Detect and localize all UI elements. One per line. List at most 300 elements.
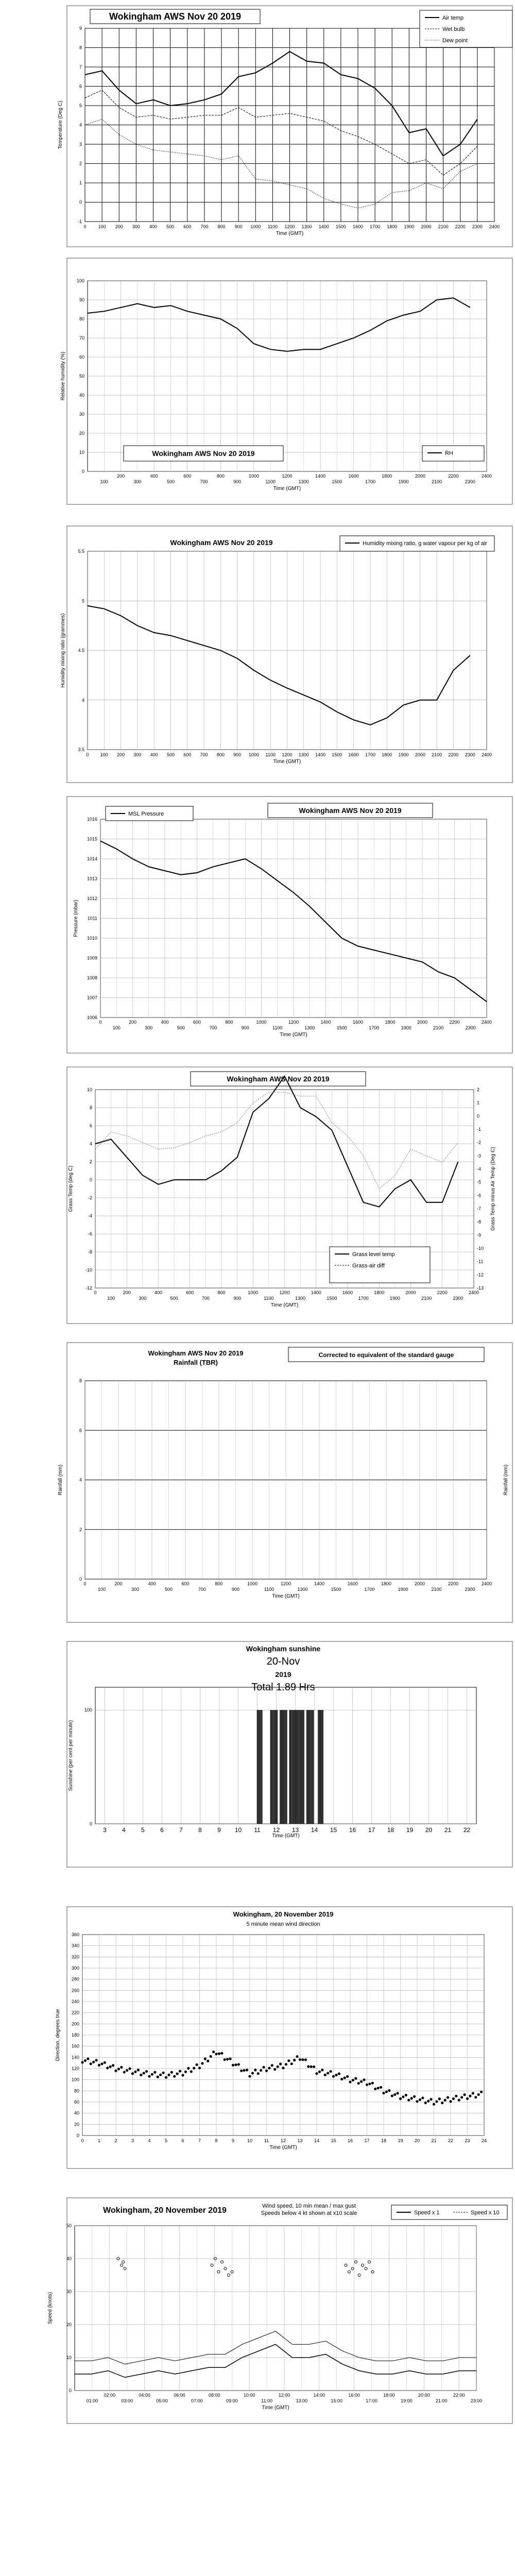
x-tick-label: 21 xyxy=(431,2138,437,2143)
x-tick-label: 1200 xyxy=(282,473,293,479)
x-axis-label: Time (GMT) xyxy=(269,2145,297,2150)
wind-direction-point xyxy=(469,2095,471,2097)
wind-direction-point xyxy=(304,2058,307,2061)
x-tick-label: 700 xyxy=(201,1296,210,1301)
x-tick-label: 21:00 xyxy=(435,2398,448,2403)
x-tick-label: 1400 xyxy=(315,752,326,757)
y-right-tick-label: -13 xyxy=(477,1285,484,1291)
y-tick-label: 3.5 xyxy=(78,747,84,752)
wind-direction-point xyxy=(114,2070,117,2072)
y-tick-label: 2 xyxy=(89,1159,92,1164)
x-tick-label: 2000 xyxy=(415,752,425,757)
y-tick-label: 9 xyxy=(79,26,82,31)
y-axis-label: Speed (knots) xyxy=(47,2292,53,2325)
y-tick-label: 300 xyxy=(71,1965,79,1971)
wind-direction-point xyxy=(315,2072,318,2075)
legend-entry: RH xyxy=(445,450,453,456)
x-tick-label: 600 xyxy=(193,1020,201,1025)
x-tick-label: 500 xyxy=(166,479,175,484)
y-tick-label: 20 xyxy=(66,2322,72,2327)
y-tick-label: 4 xyxy=(89,1141,92,1146)
x-tick-label: 100 xyxy=(97,1587,106,1592)
x-tick-label: 1000 xyxy=(248,1290,259,1295)
y-tick-label: 320 xyxy=(71,1954,79,1960)
wind-direction-point xyxy=(466,2097,469,2100)
x-tick-label: 19:00 xyxy=(401,2398,413,2403)
wind-direction-point xyxy=(388,2089,390,2092)
x-tick-label: 100 xyxy=(112,1025,121,1030)
chart-title: Wokingham, 20 November 2019 xyxy=(103,2206,227,2215)
wind-direction-point xyxy=(363,2078,365,2081)
chart-title: Wokingham sunshine xyxy=(246,1645,321,1653)
chart-title: Wokingham AWS Nov 20 2019 xyxy=(227,1075,330,1083)
x-tick-label: 1300 xyxy=(301,224,312,229)
wind-direction-point xyxy=(243,2069,246,2072)
wind-direction-point xyxy=(393,2093,396,2096)
x-tick-label: 11 xyxy=(254,1826,261,1834)
x-tick-label: 2200 xyxy=(448,1581,459,1586)
chart-panel-9 xyxy=(0,2197,515,2424)
x-tick-label: 1000 xyxy=(256,1020,267,1025)
y-tick-label: 0 xyxy=(79,199,82,205)
y-right-tick-label: -6 xyxy=(477,1193,482,1198)
wind-direction-point xyxy=(371,2082,374,2084)
wind-direction-point xyxy=(98,2064,100,2066)
x-tick-label: 300 xyxy=(139,1296,147,1301)
y-axis-right-label: Grass Temp minus Air Temp (Deg C) xyxy=(490,1147,496,1231)
x-tick-label: 1500 xyxy=(332,479,342,484)
x-tick-label: 1800 xyxy=(387,224,398,229)
x-tick-label: 13:00 xyxy=(296,2398,308,2403)
x-tick-label: 1600 xyxy=(348,752,359,757)
wind-direction-point xyxy=(290,2062,293,2065)
chart-7 xyxy=(0,1641,515,1868)
x-tick-label: 500 xyxy=(166,224,175,229)
chart-title: Wokingham AWS Nov 20 2019 xyxy=(148,1349,244,1357)
x-tick-label: 2000 xyxy=(417,1020,428,1025)
wind-direction-point xyxy=(148,2075,150,2078)
wind-direction-point xyxy=(430,2098,432,2100)
chart-5 xyxy=(0,1066,515,1324)
wind-direction-point xyxy=(84,2059,87,2062)
wind-direction-point xyxy=(173,2075,176,2078)
x-tick-label: 2 xyxy=(114,2138,117,2143)
wind-direction-point xyxy=(287,2059,290,2062)
x-tick-label: 23 xyxy=(465,2138,470,2143)
x-tick-label: 1100 xyxy=(264,1296,274,1301)
wind-direction-point xyxy=(159,2074,162,2076)
x-axis-label: Time (GMT) xyxy=(273,759,301,765)
wind-direction-point xyxy=(285,2063,287,2065)
x-tick-label: 1900 xyxy=(398,1587,408,1592)
wind-direction-point xyxy=(123,2071,126,2073)
x-tick-label: 6 xyxy=(181,2138,184,2143)
x-tick-label: 200 xyxy=(115,224,123,229)
wind-direction-point xyxy=(254,2069,256,2071)
wind-direction-point xyxy=(410,2097,413,2099)
wind-direction-point xyxy=(179,2070,181,2072)
x-tick-label: 800 xyxy=(225,1020,233,1025)
x-tick-label: 2100 xyxy=(438,224,449,229)
x-tick-label: 1100 xyxy=(267,224,278,229)
y-tick-label: -8 xyxy=(88,1249,92,1255)
x-tick-label: 2300 xyxy=(465,752,475,757)
y-tick-label: 80 xyxy=(74,2088,79,2094)
chart-8 xyxy=(0,1906,515,2169)
x-tick-label: 400 xyxy=(154,1290,163,1295)
chart-panel-3 xyxy=(0,526,515,783)
wind-direction-point xyxy=(318,2071,321,2073)
wind-direction-point xyxy=(402,2095,404,2098)
x-tick-label: 12 xyxy=(272,1826,280,1834)
x-tick-label: 2200 xyxy=(455,224,466,229)
y-tick-label: 1006 xyxy=(87,1015,97,1020)
chart-1 xyxy=(0,5,515,247)
chart-6 xyxy=(0,1342,515,1623)
wind-direction-point xyxy=(106,2066,109,2069)
wind-direction-point xyxy=(165,2076,167,2079)
wind-direction-point xyxy=(360,2080,363,2083)
y-right-tick-label: -8 xyxy=(477,1219,482,1225)
x-tick-label: 16 xyxy=(347,2138,353,2143)
legend-entry: Dew point xyxy=(442,38,468,44)
wind-direction-point xyxy=(399,2097,402,2100)
x-tick-label: 1400 xyxy=(311,1290,321,1295)
x-tick-label: 1400 xyxy=(315,473,326,479)
x-tick-label: 2000 xyxy=(414,1581,425,1586)
wind-direction-point xyxy=(126,2069,128,2072)
chart-panel-4 xyxy=(0,796,515,1054)
x-tick-label: 21 xyxy=(444,1826,452,1834)
x-tick-label: 2400 xyxy=(481,752,492,757)
wind-direction-point xyxy=(307,2065,310,2068)
y-tick-label: 0 xyxy=(79,1577,82,1582)
wind-direction-point xyxy=(210,2055,212,2058)
x-tick-label: 18:00 xyxy=(383,2393,395,2398)
y-tick-label: 8 xyxy=(79,1378,82,1383)
x-tick-label: 17 xyxy=(368,1826,375,1834)
x-tick-label: 5 xyxy=(141,1826,145,1834)
y-tick-label: 30 xyxy=(79,412,84,417)
y-tick-label: 0 xyxy=(89,1177,92,1182)
x-axis-label: Time (GMT) xyxy=(270,1302,299,1308)
x-tick-label: 300 xyxy=(131,1587,140,1592)
chart-subtitle-2: Speeds below 4 kt shown at x10 scale xyxy=(261,2210,357,2216)
y-tick-label: 60 xyxy=(79,354,84,360)
x-tick-label: 0 xyxy=(94,1290,97,1295)
y-right-tick-label: -7 xyxy=(477,1206,482,1211)
y-tick-label: 2 xyxy=(79,161,82,166)
wind-direction-point xyxy=(104,2061,106,2064)
y-tick-label: 90 xyxy=(79,297,84,302)
x-tick-label: 15 xyxy=(331,2138,336,2143)
wind-direction-point xyxy=(128,2067,131,2070)
x-tick-label: 200 xyxy=(128,1020,137,1025)
y-tick-label: 10 xyxy=(66,2355,72,2360)
wind-direction-point xyxy=(257,2072,260,2075)
wind-direction-point xyxy=(81,2061,83,2063)
y-tick-label: 280 xyxy=(71,1976,79,1982)
wind-direction-point xyxy=(224,2058,226,2061)
x-tick-label: 7 xyxy=(179,1826,183,1834)
wind-direction-point xyxy=(313,2065,315,2068)
x-tick-label: 1500 xyxy=(335,224,346,229)
wind-direction-point xyxy=(421,2096,424,2099)
x-tick-label: 400 xyxy=(150,752,158,757)
y-tick-label: 100 xyxy=(71,2077,79,2082)
x-tick-label: 2300 xyxy=(465,479,475,484)
y-tick-label: 200 xyxy=(71,2021,79,2027)
x-tick-label: 14 xyxy=(314,2138,320,2143)
x-tick-label: 9 xyxy=(231,2138,235,2143)
x-tick-label: 17 xyxy=(364,2138,370,2143)
wind-direction-point xyxy=(354,2077,357,2080)
y-axis-label: Pressure (mbar) xyxy=(73,900,79,937)
x-tick-label: 1000 xyxy=(248,473,259,479)
wind-direction-point xyxy=(262,2066,265,2069)
wind-direction-point xyxy=(463,2093,466,2096)
wind-direction-point xyxy=(207,2060,209,2062)
chart-title: Wokingham AWS Nov 20 2019 xyxy=(152,449,255,457)
y-tick-label: 10 xyxy=(87,1087,92,1092)
wind-direction-point xyxy=(237,2063,240,2065)
y-right-tick-label: -12 xyxy=(477,1272,484,1278)
wind-direction-point xyxy=(212,2050,215,2053)
wind-direction-point xyxy=(447,2096,449,2099)
x-tick-label: 1600 xyxy=(342,1290,353,1295)
x-tick-label: 4 xyxy=(122,1826,126,1834)
wind-direction-point xyxy=(332,2075,335,2078)
x-tick-label: 600 xyxy=(183,752,192,757)
x-tick-label: 1200 xyxy=(282,752,293,757)
y-axis-label: Grass Temp (deg C) xyxy=(68,1165,74,1212)
x-tick-label: 5 xyxy=(164,2138,168,2143)
x-tick-label: 600 xyxy=(183,473,192,479)
x-tick-label: 800 xyxy=(216,473,225,479)
wind-direction-point xyxy=(368,2082,371,2085)
x-tick-label: 400 xyxy=(149,224,158,229)
y-right-tick-label: -11 xyxy=(477,1259,484,1264)
wind-direction-point xyxy=(271,2064,273,2066)
x-tick-label: 600 xyxy=(181,1581,190,1586)
wind-direction-point xyxy=(344,2076,346,2079)
wind-direction-point xyxy=(201,2062,203,2064)
y-tick-label: 1012 xyxy=(87,896,97,901)
x-tick-label: 1000 xyxy=(248,752,259,757)
y-tick-label: 6 xyxy=(79,83,82,89)
x-tick-label: 200 xyxy=(117,473,125,479)
wind-direction-point xyxy=(220,2052,223,2055)
y-right-tick-label: 2 xyxy=(477,1087,480,1092)
x-tick-label: 1400 xyxy=(314,1581,325,1586)
legend-entry: Grass-air diff xyxy=(352,1263,385,1269)
legend-entry: Grass level temp xyxy=(352,1251,395,1258)
chart-subtitle: 20-Nov xyxy=(266,1656,300,1667)
y-tick-label: 0 xyxy=(81,469,84,474)
x-tick-label: 1600 xyxy=(348,473,359,479)
y-tick-label: 0 xyxy=(89,1821,92,1826)
y-tick-label: 30 xyxy=(66,2289,72,2294)
x-tick-label: 1300 xyxy=(295,1296,306,1301)
wind-direction-point xyxy=(282,2066,284,2069)
x-tick-label: 09:00 xyxy=(226,2398,238,2403)
wind-direction-point xyxy=(452,2097,455,2100)
wind-direction-point xyxy=(419,2098,421,2101)
y-tick-label: 120 xyxy=(71,2066,79,2071)
y-tick-label: 4 xyxy=(79,1477,82,1483)
y-tick-label: -1 xyxy=(77,219,82,224)
x-tick-label: 900 xyxy=(241,1025,249,1030)
x-tick-label: 200 xyxy=(114,1581,123,1586)
x-tick-label: 2200 xyxy=(437,1290,448,1295)
wind-direction-point xyxy=(299,2058,301,2061)
wind-direction-point xyxy=(157,2076,159,2078)
x-tick-label: 100 xyxy=(100,752,108,757)
y-axis-label: Rainfall (mm) xyxy=(58,1464,63,1496)
y-tick-label: 4 xyxy=(79,122,82,128)
x-tick-label: 13 xyxy=(291,1826,299,1834)
x-tick-label: 1700 xyxy=(364,1587,375,1592)
wind-direction-point xyxy=(352,2079,354,2081)
y-tick-label: 6 xyxy=(79,1428,82,1433)
y-tick-label: 3 xyxy=(79,142,82,147)
x-tick-label: 04:00 xyxy=(139,2393,150,2398)
chart-note: Corrected to equivalent of the standard gauge xyxy=(318,1351,454,1359)
y-tick-label: 180 xyxy=(71,2032,79,2038)
y-tick-label: 20 xyxy=(74,2122,79,2127)
wind-direction-point xyxy=(87,2058,89,2060)
wind-direction-point xyxy=(240,2070,243,2072)
y-tick-label: 1014 xyxy=(87,856,97,861)
x-tick-label: 1900 xyxy=(389,1296,400,1301)
wind-direction-point xyxy=(265,2070,268,2072)
x-tick-label: 03:00 xyxy=(121,2398,133,2403)
x-tick-label: 9 xyxy=(217,1826,221,1834)
y-axis-label: Relative humidity (%) xyxy=(60,351,66,401)
y-right-tick-label: -9 xyxy=(477,1232,482,1238)
y-tick-label: 8 xyxy=(89,1105,92,1110)
y-tick-label: 100 xyxy=(76,278,84,283)
y-tick-label: 1016 xyxy=(87,817,97,822)
wind-direction-point xyxy=(145,2070,148,2073)
x-axis-label: Time (GMT) xyxy=(273,486,301,492)
wind-direction-point xyxy=(357,2082,360,2084)
wind-direction-point xyxy=(273,2068,276,2071)
wind-direction-point xyxy=(117,2067,120,2070)
x-tick-label: 400 xyxy=(161,1020,169,1025)
x-tick-label: 6 xyxy=(160,1826,164,1834)
wind-direction-point xyxy=(131,2072,134,2075)
x-tick-label: 20:00 xyxy=(418,2393,430,2398)
x-tick-label: 900 xyxy=(234,224,243,229)
wind-direction-point xyxy=(92,2061,95,2063)
x-tick-label: 2400 xyxy=(481,1581,492,1586)
legend-entry: Humidity mixing ratio, g water vapour per kg of air xyxy=(363,540,488,547)
wind-direction-point xyxy=(176,2073,179,2075)
x-tick-label: 1300 xyxy=(297,1587,308,1592)
x-tick-label: 18 xyxy=(381,2138,387,2143)
chart-title: Wokingham AWS Nov 20 2019 xyxy=(170,538,273,547)
x-axis-label: Time (GMT) xyxy=(272,1594,300,1599)
x-tick-label: 1900 xyxy=(398,752,409,757)
wind-direction-point xyxy=(441,2102,443,2104)
x-tick-label: 700 xyxy=(200,479,208,484)
x-tick-label: 08:00 xyxy=(209,2393,220,2398)
x-tick-label: 2400 xyxy=(481,1020,492,1025)
y-tick-label: 140 xyxy=(71,2055,79,2060)
wind-direction-point xyxy=(296,2055,298,2058)
x-tick-label: 2100 xyxy=(431,1587,442,1592)
wind-direction-point xyxy=(380,2086,382,2089)
wind-direction-point xyxy=(413,2095,416,2098)
y-right-tick-label: -10 xyxy=(477,1246,484,1251)
x-tick-label: 1800 xyxy=(382,473,392,479)
chart-year: 2019 xyxy=(275,1670,291,1679)
wind-direction-point xyxy=(170,2071,173,2074)
wind-direction-point xyxy=(477,2093,480,2096)
x-tick-label: 3 xyxy=(131,2138,134,2143)
x-tick-label: 1800 xyxy=(385,1020,396,1025)
x-tick-label: 22:00 xyxy=(453,2393,465,2398)
y-tick-label: 340 xyxy=(71,1943,79,1948)
x-tick-label: 100 xyxy=(100,479,108,484)
x-tick-label: 24 xyxy=(481,2138,487,2143)
wind-direction-point xyxy=(349,2080,351,2083)
x-tick-label: 05:00 xyxy=(156,2398,168,2403)
wind-direction-point xyxy=(204,2058,207,2060)
plot-area xyxy=(75,2226,476,2391)
x-tick-label: 1900 xyxy=(404,224,415,229)
y-tick-label: 1007 xyxy=(87,995,97,1001)
x-tick-label: 1700 xyxy=(365,479,375,484)
wind-direction-point xyxy=(234,2063,237,2066)
y-axis-label: Humidity mixing ratio (grammes) xyxy=(60,613,66,688)
chart-3 xyxy=(0,526,515,783)
x-tick-label: 1800 xyxy=(382,752,392,757)
x-tick-label: 400 xyxy=(148,1581,156,1586)
wind-direction-point xyxy=(260,2069,262,2072)
x-tick-label: 1 xyxy=(97,2138,101,2143)
chart-4 xyxy=(0,796,515,1054)
x-tick-label: 900 xyxy=(233,479,242,484)
y-tick-label: 1009 xyxy=(87,955,97,961)
y-tick-label: 20 xyxy=(79,431,84,436)
wind-direction-point xyxy=(438,2097,441,2100)
y-tick-label: 5 xyxy=(81,598,84,604)
x-tick-label: 15 xyxy=(330,1826,337,1834)
wind-direction-point xyxy=(335,2074,337,2076)
wind-direction-point xyxy=(458,2099,460,2102)
wind-direction-point xyxy=(374,2088,376,2090)
wind-direction-point xyxy=(424,2102,427,2104)
chart-9 xyxy=(0,2197,515,2424)
x-tick-label: 14:00 xyxy=(313,2393,325,2398)
x-tick-label: 900 xyxy=(233,752,242,757)
x-tick-label: 800 xyxy=(216,752,225,757)
x-tick-label: 2400 xyxy=(489,224,500,229)
wind-direction-point xyxy=(301,2058,304,2061)
x-tick-label: 02:00 xyxy=(104,2393,116,2398)
wind-direction-point xyxy=(134,2071,136,2073)
y-tick-label: -10 xyxy=(85,1267,92,1273)
x-tick-label: 17:00 xyxy=(366,2398,377,2403)
x-tick-label: 1500 xyxy=(332,752,342,757)
y-tick-label: 50 xyxy=(79,374,84,379)
y-tick-label: 260 xyxy=(71,1988,79,1993)
wind-direction-point xyxy=(120,2066,123,2069)
y-tick-label: -2 xyxy=(88,1195,92,1200)
x-tick-label: 0 xyxy=(99,1020,102,1025)
